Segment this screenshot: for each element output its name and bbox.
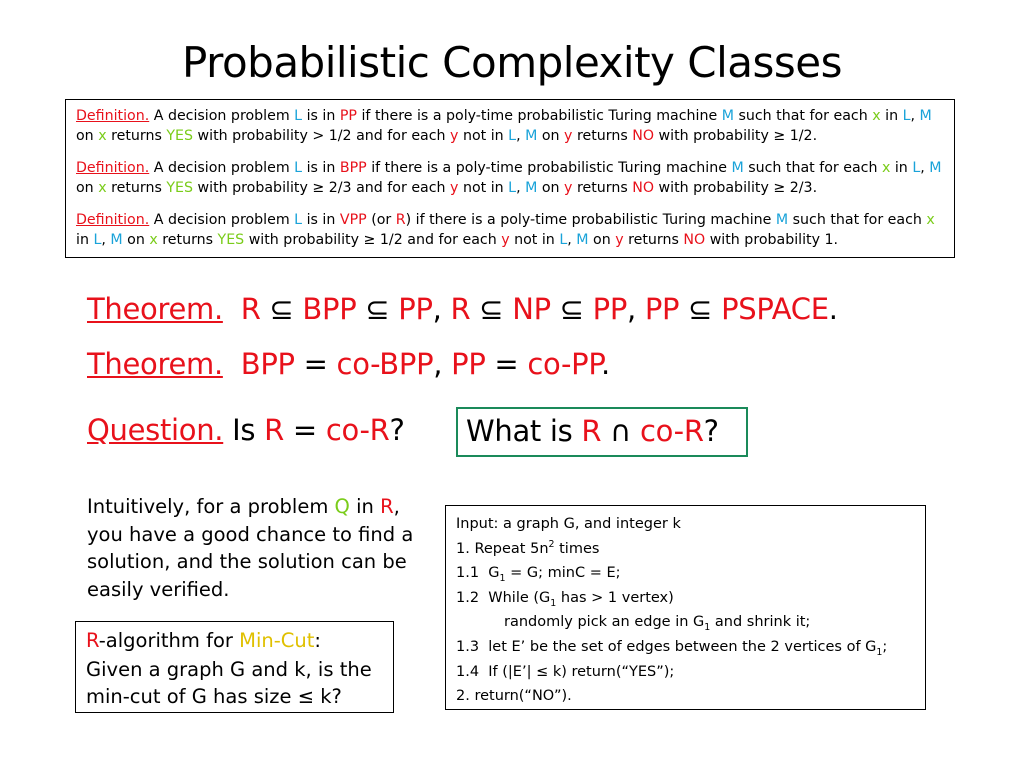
definition-label: Definition. (76, 108, 150, 124)
r-algorithm-box (75, 621, 394, 713)
definitions-box (65, 99, 955, 258)
theorem-inclusions: Theorem. R ⊆ BPP ⊆ PP, R ⊆ NP ⊆ PP, PP ⊆ PSPACE. (87, 292, 838, 326)
definition-vpp: Definition. A decision problem L is in VPP (or R) if there is a poly-time probabilistic Turing machine M such that for each x in L, M on x returns YES with probability ≥ 1/2 and for each y not in L, M on y returns NO with probability 1. (76, 212, 935, 248)
algorithm-line: 1.4 If (|E’| ≤ k) return(“YES”); (456, 663, 675, 680)
theorem-complement: Theorem. BPP = co-BPP, PP = co-PP. (87, 347, 610, 381)
algorithm-line: Input: a graph G, and integer k (456, 516, 681, 532)
definition-label: Definition. (76, 160, 150, 176)
intersection-question-box: What is R ∩ co-R? (456, 407, 748, 457)
class-name: PP (339, 108, 357, 124)
theorem-label: Theorem. (87, 347, 223, 381)
algorithm-line: 1.3 let E’ be the set of edges between the 2 vertices of $G_1$; (456, 638, 888, 658)
algorithm-line: 1.2 While ($G_1$ has > 1 vertex) (456, 589, 674, 609)
algorithm-line: 2. return(“NO”). (456, 688, 572, 705)
r-algorithm-heading: R-algorithm for Min-Cut: (86, 629, 321, 652)
intuition-text: Intuitively, for a problem Q in R, you have a good chance to find a solution, and the solution can be easily verified. (87, 495, 414, 601)
definition-bpp: Definition. A decision problem L is in BPP if there is a poly-time probabilistic Turing machine M such that for each x in L, M on x returns YES with probability ≥ 2/3 and for each y not in L, M on y returns NO with probability ≥ 2/3. (76, 160, 942, 196)
theorem-label: Theorem. (87, 292, 223, 326)
class-name: VPP (339, 212, 367, 228)
page-title: Probabilistic Complexity Classes (182, 38, 842, 87)
algorithm-line: 1. Repeat $5n^2$ times (456, 538, 600, 557)
algorithm-line: randomly pick an edge in $G_1$ and shrink it; (504, 614, 811, 634)
class-name: BPP (339, 160, 367, 176)
definition-pp: Definition. A decision problem L is in PP if there is a poly-time probabilistic Turing machine M such that for each x in L, M on x returns YES with probability > 1/2 and for each y not in L, M on y returns NO with probability ≥ 1/2. (76, 108, 932, 144)
question-line: Question. Is R = co-R? (87, 413, 405, 447)
r-algorithm-question: Given a graph G and k, is the min-cut of G has size ≤ k? (86, 658, 372, 708)
question-label: Question. (87, 413, 224, 447)
algorithm-line: 1.1 $G_1 = G$; minC = E; (456, 565, 621, 585)
definition-label: Definition. (76, 212, 150, 228)
algorithm-box (445, 505, 926, 710)
